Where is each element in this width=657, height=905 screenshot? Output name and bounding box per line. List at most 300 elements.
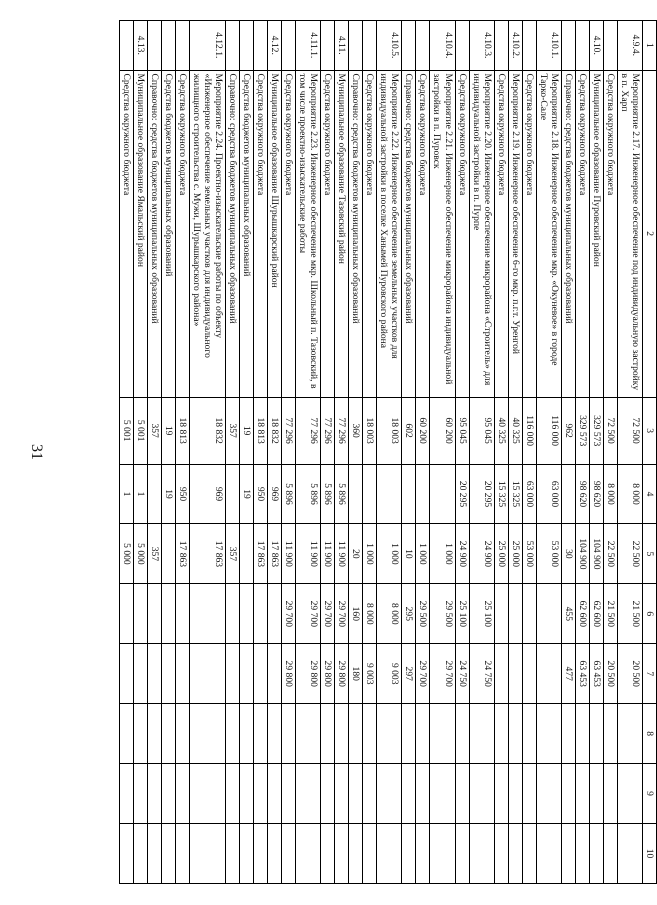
year-cell bbox=[133, 584, 147, 644]
year-cell bbox=[363, 704, 377, 764]
description-cell: Мероприятие 2.24. Проектно-изыскательские работы по объекту «Инженерное обеспечение земельных участков для индивидуального жилищного строительства с. Мужи, Шурышкарского района» bbox=[189, 70, 225, 397]
year-cell: 29 700 bbox=[416, 644, 430, 704]
total-cell: 18 003 bbox=[377, 397, 402, 464]
year-cell bbox=[494, 704, 508, 764]
table-row bbox=[254, 21, 268, 884]
year-cell bbox=[147, 644, 161, 704]
year-cell bbox=[617, 764, 642, 824]
row-number-cell bbox=[147, 21, 161, 71]
table-row bbox=[349, 21, 363, 884]
description-cell: Мероприятие 2.17. Инженерное обеспечение под индивидуальную застройку в п. Харп bbox=[617, 70, 642, 397]
table-row bbox=[133, 21, 147, 884]
year-cell bbox=[561, 704, 575, 764]
total-cell: 329 573 bbox=[575, 397, 589, 464]
year-cell bbox=[335, 764, 349, 824]
year-cell bbox=[494, 764, 508, 824]
year-cell bbox=[147, 584, 161, 644]
year-cell bbox=[254, 704, 268, 764]
year-cell: 62 600 bbox=[589, 584, 603, 644]
year-cell bbox=[240, 824, 254, 884]
year-cell: 30 bbox=[561, 524, 575, 584]
description-cell: Средства окружного бюджета bbox=[603, 70, 617, 397]
table-row bbox=[175, 21, 189, 884]
year-cell: 63 000 bbox=[522, 464, 536, 524]
description-cell: Справочно: средства бюджетов муниципальных образований bbox=[147, 70, 161, 397]
total-cell: 18 813 bbox=[254, 397, 268, 464]
row-number-cell bbox=[226, 21, 240, 71]
year-cell: 11 900 bbox=[296, 524, 321, 584]
year-cell bbox=[133, 704, 147, 764]
total-cell: 95 045 bbox=[469, 397, 494, 464]
year-cell bbox=[282, 764, 296, 824]
description-cell: Средства окружного бюджета bbox=[175, 70, 189, 397]
year-cell bbox=[189, 704, 225, 764]
description-cell: Средства окружного бюджета bbox=[575, 70, 589, 397]
year-cell bbox=[147, 464, 161, 524]
table-row bbox=[469, 21, 494, 884]
row-number-cell bbox=[254, 21, 268, 71]
year-cell: 24 750 bbox=[455, 644, 469, 704]
total-cell: 357 bbox=[147, 397, 161, 464]
row-number-cell: 4.13. bbox=[133, 21, 147, 71]
description-cell: Средства окружного бюджета bbox=[363, 70, 377, 397]
year-cell bbox=[119, 824, 133, 884]
budget-table bbox=[119, 20, 657, 884]
year-cell bbox=[226, 464, 240, 524]
table-row bbox=[522, 21, 536, 884]
year-cell: 29 500 bbox=[430, 584, 455, 644]
table-row bbox=[402, 21, 416, 884]
year-cell: 10 bbox=[402, 524, 416, 584]
year-cell bbox=[416, 764, 430, 824]
year-cell: 104 900 bbox=[575, 524, 589, 584]
row-number-cell bbox=[561, 21, 575, 71]
year-cell bbox=[430, 704, 455, 764]
description-cell: Мероприятие 2.23. Инженерное обеспечение мкр. Школьный п. Тазовский, в том числе проектно-изыскательские работы bbox=[296, 70, 321, 397]
row-number-cell bbox=[175, 21, 189, 71]
total-cell: 116 000 bbox=[536, 397, 561, 464]
row-number-cell bbox=[575, 21, 589, 71]
year-cell bbox=[575, 704, 589, 764]
table-row bbox=[603, 21, 617, 884]
year-cell: 29 800 bbox=[296, 644, 321, 704]
column-number: 7 bbox=[642, 644, 656, 704]
year-cell bbox=[494, 584, 508, 644]
year-cell bbox=[119, 764, 133, 824]
year-cell bbox=[603, 764, 617, 824]
year-cell: 357 bbox=[226, 524, 240, 584]
year-cell: 25 100 bbox=[455, 584, 469, 644]
year-cell: 5 000 bbox=[119, 524, 133, 584]
table-row bbox=[226, 21, 240, 884]
year-cell bbox=[268, 704, 282, 764]
column-number: 8 bbox=[642, 704, 656, 764]
total-cell: 962 bbox=[561, 397, 575, 464]
total-cell: 40 325 bbox=[508, 397, 522, 464]
year-cell: 5 896 bbox=[282, 464, 296, 524]
year-cell bbox=[402, 824, 416, 884]
year-cell bbox=[469, 824, 494, 884]
description-cell: Средства окружного бюджета bbox=[254, 70, 268, 397]
year-cell: 20 295 bbox=[469, 464, 494, 524]
year-cell bbox=[189, 644, 225, 704]
year-cell: 25 000 bbox=[494, 524, 508, 584]
year-cell: 53 000 bbox=[522, 524, 536, 584]
year-cell: 20 bbox=[349, 524, 363, 584]
total-cell: 60 200 bbox=[430, 397, 455, 464]
year-cell bbox=[469, 764, 494, 824]
year-cell bbox=[268, 584, 282, 644]
table-row bbox=[240, 21, 254, 884]
year-cell bbox=[603, 704, 617, 764]
year-cell bbox=[254, 824, 268, 884]
year-cell bbox=[321, 824, 335, 884]
description-cell: Мероприятие 2.21. Инженерное обеспечение микрорайона индивидуальной застройки в п. Пуровск bbox=[430, 70, 455, 397]
total-cell: 602 bbox=[402, 397, 416, 464]
year-cell: 8 000 bbox=[617, 464, 642, 524]
description-cell: Средства бюджетов муниципальных образований bbox=[161, 70, 175, 397]
year-cell: 8 000 bbox=[377, 584, 402, 644]
year-cell: 295 bbox=[402, 584, 416, 644]
year-cell: 62 600 bbox=[575, 584, 589, 644]
year-cell bbox=[416, 464, 430, 524]
year-cell bbox=[189, 584, 225, 644]
table-row bbox=[335, 21, 349, 884]
table-row bbox=[508, 21, 522, 884]
year-cell: 22 500 bbox=[603, 524, 617, 584]
year-cell bbox=[175, 824, 189, 884]
year-cell: 29 700 bbox=[335, 584, 349, 644]
year-cell: 17 863 bbox=[189, 524, 225, 584]
year-cell bbox=[296, 824, 321, 884]
row-number-cell: 4.11. bbox=[335, 21, 349, 71]
year-cell bbox=[133, 764, 147, 824]
year-cell bbox=[133, 644, 147, 704]
year-cell bbox=[494, 824, 508, 884]
year-cell: 63 000 bbox=[536, 464, 561, 524]
total-cell: 95 045 bbox=[455, 397, 469, 464]
year-cell bbox=[575, 764, 589, 824]
year-cell bbox=[349, 464, 363, 524]
year-cell: 8 000 bbox=[363, 584, 377, 644]
year-cell bbox=[240, 704, 254, 764]
column-number: 9 bbox=[642, 764, 656, 824]
year-cell bbox=[377, 464, 402, 524]
year-cell bbox=[321, 764, 335, 824]
year-cell bbox=[119, 584, 133, 644]
year-cell bbox=[335, 824, 349, 884]
table-row bbox=[321, 21, 335, 884]
year-cell bbox=[161, 584, 175, 644]
year-cell: 29 700 bbox=[282, 584, 296, 644]
year-cell bbox=[226, 704, 240, 764]
year-cell: 11 900 bbox=[335, 524, 349, 584]
year-cell bbox=[402, 464, 416, 524]
year-cell bbox=[603, 824, 617, 884]
year-cell bbox=[268, 764, 282, 824]
year-cell bbox=[175, 584, 189, 644]
year-cell bbox=[161, 704, 175, 764]
description-cell: Справочно: средства бюджетов муниципальных образований bbox=[226, 70, 240, 397]
total-cell: 5 001 bbox=[119, 397, 133, 464]
row-number-cell bbox=[119, 21, 133, 71]
year-cell bbox=[402, 764, 416, 824]
description-cell: Мероприятие 2.19. Инженерное обеспечение 6-го мкр. п.г.т. Уренгой bbox=[508, 70, 522, 397]
description-cell: Средства окружного бюджета bbox=[522, 70, 536, 397]
column-number: 1 bbox=[642, 21, 656, 71]
year-cell: 20 295 bbox=[455, 464, 469, 524]
description-cell: Средства окружного бюджета bbox=[282, 70, 296, 397]
description-cell: Муниципальное образование Тазовский район bbox=[335, 70, 349, 397]
total-cell: 77 296 bbox=[335, 397, 349, 464]
year-cell bbox=[469, 704, 494, 764]
row-number-cell bbox=[161, 21, 175, 71]
table-row bbox=[589, 21, 603, 884]
table-row bbox=[296, 21, 321, 884]
year-cell bbox=[161, 764, 175, 824]
year-cell bbox=[189, 764, 225, 824]
year-cell: 969 bbox=[268, 464, 282, 524]
total-cell: 19 bbox=[240, 397, 254, 464]
year-cell bbox=[254, 584, 268, 644]
table-row bbox=[147, 21, 161, 884]
row-number-cell bbox=[522, 21, 536, 71]
description-cell: Средства окружного бюджета bbox=[416, 70, 430, 397]
year-cell bbox=[589, 764, 603, 824]
year-cell: 1 bbox=[119, 464, 133, 524]
description-cell: Средства окружного бюджета bbox=[494, 70, 508, 397]
description-cell: Справочно: средства бюджетов муниципальных образований bbox=[402, 70, 416, 397]
table-row bbox=[189, 21, 225, 884]
year-cell: 29 800 bbox=[335, 644, 349, 704]
year-cell: 950 bbox=[175, 464, 189, 524]
year-cell bbox=[282, 824, 296, 884]
year-cell bbox=[363, 824, 377, 884]
table-row bbox=[455, 21, 469, 884]
row-number-cell: 4.10.1. bbox=[536, 21, 561, 71]
row-number-cell: 4.10.4. bbox=[430, 21, 455, 71]
row-number-cell bbox=[240, 21, 254, 71]
year-cell bbox=[508, 644, 522, 704]
year-cell: 29 700 bbox=[321, 584, 335, 644]
year-cell: 20 500 bbox=[603, 644, 617, 704]
description-cell: Мероприятие 2.18. Инженерное обеспечение мкр. «Окуневое» в городе Тарко-Сале bbox=[536, 70, 561, 397]
total-cell: 18 832 bbox=[268, 397, 282, 464]
total-cell: 329 573 bbox=[589, 397, 603, 464]
column-number-row bbox=[642, 21, 656, 884]
year-cell bbox=[536, 644, 561, 704]
year-cell bbox=[561, 824, 575, 884]
year-cell: 17 863 bbox=[175, 524, 189, 584]
year-cell bbox=[147, 704, 161, 764]
year-cell bbox=[522, 644, 536, 704]
table-row bbox=[536, 21, 561, 884]
year-cell bbox=[226, 824, 240, 884]
year-cell bbox=[455, 704, 469, 764]
year-cell: 1 bbox=[133, 464, 147, 524]
row-number-cell: 4.10.3. bbox=[469, 21, 494, 71]
year-cell bbox=[296, 764, 321, 824]
year-cell bbox=[416, 824, 430, 884]
total-cell: 77 296 bbox=[296, 397, 321, 464]
year-cell: 21 500 bbox=[603, 584, 617, 644]
row-number-cell: 4.12. bbox=[268, 21, 282, 71]
year-cell bbox=[133, 824, 147, 884]
year-cell bbox=[189, 824, 225, 884]
year-cell: 63 453 bbox=[589, 644, 603, 704]
page-number: 31 bbox=[28, 444, 45, 460]
row-number-cell bbox=[416, 21, 430, 71]
year-cell: 5 896 bbox=[296, 464, 321, 524]
total-cell: 18 832 bbox=[189, 397, 225, 464]
year-cell: 53 000 bbox=[536, 524, 561, 584]
description-cell: Справочно: средства бюджетов муниципальных образований bbox=[561, 70, 575, 397]
year-cell bbox=[508, 584, 522, 644]
row-number-cell bbox=[363, 21, 377, 71]
year-cell: 29 700 bbox=[296, 584, 321, 644]
table-row bbox=[416, 21, 430, 884]
year-cell: 19 bbox=[240, 464, 254, 524]
row-number-cell bbox=[321, 21, 335, 71]
row-number-cell: 4.10. bbox=[589, 21, 603, 71]
year-cell: 24 900 bbox=[455, 524, 469, 584]
year-cell: 11 900 bbox=[321, 524, 335, 584]
total-cell: 40 325 bbox=[494, 397, 508, 464]
year-cell: 5 896 bbox=[321, 464, 335, 524]
year-cell: 24 900 bbox=[469, 524, 494, 584]
year-cell: 98 620 bbox=[589, 464, 603, 524]
description-cell: Средства окружного бюджета bbox=[119, 70, 133, 397]
year-cell bbox=[536, 584, 561, 644]
year-cell: 19 bbox=[161, 464, 175, 524]
year-cell bbox=[377, 704, 402, 764]
year-cell: 1 000 bbox=[377, 524, 402, 584]
description-cell: Муниципальное образование Шурышкарский район bbox=[268, 70, 282, 397]
table-body bbox=[119, 21, 642, 884]
year-cell bbox=[508, 824, 522, 884]
year-cell bbox=[617, 704, 642, 764]
year-cell: 11 900 bbox=[282, 524, 296, 584]
description-cell: Муниципальное образование Ямальский район bbox=[133, 70, 147, 397]
year-cell: 20 500 bbox=[617, 644, 642, 704]
total-cell: 77 296 bbox=[282, 397, 296, 464]
year-cell bbox=[536, 704, 561, 764]
total-cell: 116 000 bbox=[522, 397, 536, 464]
year-cell bbox=[226, 644, 240, 704]
table-row bbox=[119, 21, 133, 884]
year-cell: 17 863 bbox=[254, 524, 268, 584]
year-cell: 477 bbox=[561, 644, 575, 704]
table-row bbox=[363, 21, 377, 884]
year-cell bbox=[402, 704, 416, 764]
row-number-cell bbox=[282, 21, 296, 71]
year-cell bbox=[296, 704, 321, 764]
row-number-cell: 4.11.1. bbox=[296, 21, 321, 71]
year-cell: 160 bbox=[349, 584, 363, 644]
row-number-cell bbox=[402, 21, 416, 71]
table-row bbox=[282, 21, 296, 884]
year-cell bbox=[254, 644, 268, 704]
total-cell: 18 813 bbox=[175, 397, 189, 464]
year-cell bbox=[522, 824, 536, 884]
description-cell: Мероприятие 2.20. Инженерное обеспечение микрорайона «Строитель» для индивидуальной застройки в п. Пурпе bbox=[469, 70, 494, 397]
year-cell: 969 bbox=[189, 464, 225, 524]
column-number: 4 bbox=[642, 464, 656, 524]
year-cell: 29 700 bbox=[430, 644, 455, 704]
year-cell bbox=[240, 764, 254, 824]
row-number-cell bbox=[455, 21, 469, 71]
year-cell: 455 bbox=[561, 584, 575, 644]
year-cell: 21 500 bbox=[617, 584, 642, 644]
year-cell: 1 000 bbox=[416, 524, 430, 584]
year-cell bbox=[589, 824, 603, 884]
description-cell: Справочно: средства бюджетов муниципальных образований bbox=[349, 70, 363, 397]
year-cell: 15 325 bbox=[494, 464, 508, 524]
year-cell: 5 896 bbox=[335, 464, 349, 524]
year-cell bbox=[377, 824, 402, 884]
year-cell bbox=[175, 704, 189, 764]
year-cell bbox=[430, 764, 455, 824]
year-cell bbox=[349, 764, 363, 824]
year-cell: 9 003 bbox=[363, 644, 377, 704]
year-cell bbox=[119, 644, 133, 704]
year-cell bbox=[240, 584, 254, 644]
year-cell: 5 000 bbox=[133, 524, 147, 584]
year-cell: 17 863 bbox=[268, 524, 282, 584]
year-cell: 63 453 bbox=[575, 644, 589, 704]
year-cell bbox=[377, 764, 402, 824]
year-cell bbox=[455, 824, 469, 884]
year-cell: 24 750 bbox=[469, 644, 494, 704]
year-cell: 29 500 bbox=[416, 584, 430, 644]
year-cell: 25 100 bbox=[469, 584, 494, 644]
row-number-cell bbox=[603, 21, 617, 71]
table-row bbox=[268, 21, 282, 884]
year-cell bbox=[617, 824, 642, 884]
year-cell bbox=[240, 644, 254, 704]
row-number-cell bbox=[349, 21, 363, 71]
year-cell bbox=[268, 644, 282, 704]
year-cell bbox=[282, 704, 296, 764]
total-cell: 360 bbox=[349, 397, 363, 464]
description-cell: Средства окружного бюджета bbox=[455, 70, 469, 397]
row-number-cell bbox=[494, 21, 508, 71]
description-cell: Мероприятие 2.22. Инженерное обеспечение земельных участков для индивидуальной застройки в поселке Ханымей Пуровского района bbox=[377, 70, 402, 397]
year-cell bbox=[254, 764, 268, 824]
row-number-cell: 4.12.1. bbox=[189, 21, 225, 71]
row-number-cell: 4.9.4. bbox=[617, 21, 642, 71]
year-cell bbox=[240, 524, 254, 584]
year-cell bbox=[226, 764, 240, 824]
column-number: 5 bbox=[642, 524, 656, 584]
year-cell bbox=[430, 824, 455, 884]
table-row bbox=[575, 21, 589, 884]
year-cell bbox=[161, 524, 175, 584]
year-cell bbox=[430, 464, 455, 524]
total-cell: 19 bbox=[161, 397, 175, 464]
year-cell bbox=[589, 704, 603, 764]
total-cell: 60 200 bbox=[416, 397, 430, 464]
year-cell bbox=[119, 704, 133, 764]
table-row bbox=[561, 21, 575, 884]
total-cell: 72 500 bbox=[603, 397, 617, 464]
year-cell bbox=[147, 824, 161, 884]
year-cell bbox=[522, 584, 536, 644]
year-cell bbox=[575, 824, 589, 884]
year-cell: 104 900 bbox=[589, 524, 603, 584]
description-cell: Средства окружного бюджета bbox=[321, 70, 335, 397]
year-cell: 29 800 bbox=[282, 644, 296, 704]
